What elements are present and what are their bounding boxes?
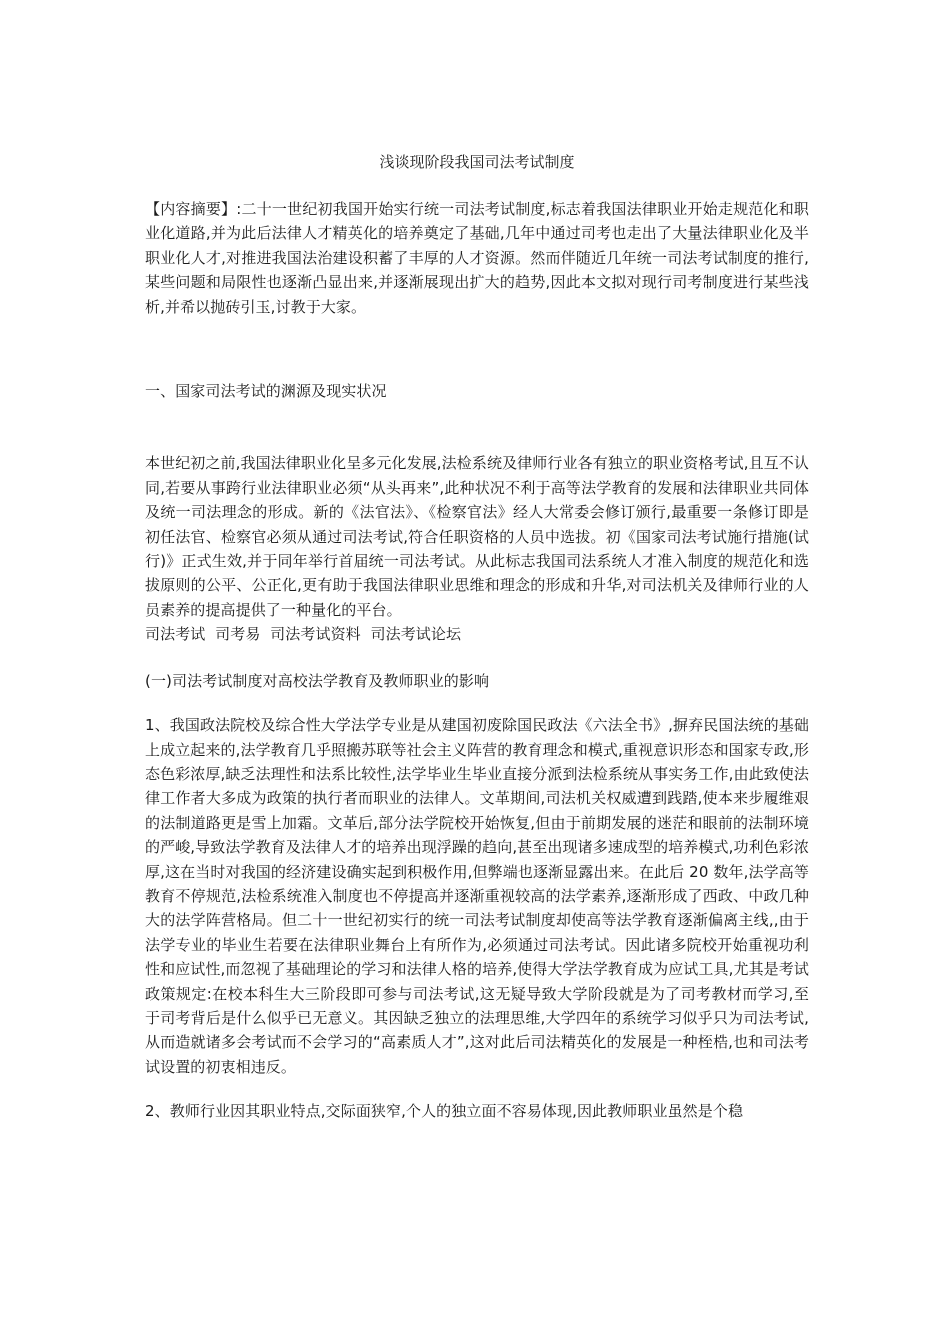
abstract-paragraph: 【内容摘要】:二十一世纪初我国开始实行统一司法考试制度,标志着我国法律职业开始走规范化和职业化道路,并为此后法律人才精英化的培养奠定了基础,几年中通过司考也走出了大量法律职业化及半职业化人才,对推进我国法治建设积蓄了丰厚的人才资源。然而伴随近几年统一司法考试制度的推行,某些问题和局限性也逐渐凸显出来,并逐渐展现出扩大的趋势,因此本文拟对现行司考制度进行某些浅析,并希以抛砖引玉,讨教于大家。 — [145, 200, 809, 316]
spacer — [145, 693, 809, 713]
keywords-line: 司法考试 司考易 司法考试资料 司法考试论坛 — [145, 625, 462, 644]
list-item-2: 2、教师行业因其职业特点,交际面狭窄,个人的独立面不容易体现,因此教师职业虽然是个稳 — [145, 1102, 744, 1121]
section-heading: 一、国家司法考试的渊源及现实状况 — [145, 382, 387, 401]
section-paragraph: 本世纪初之前,我国法律职业化呈多元化发展,法检系统及律师行业各有独立的职业资格考试,且互不认同,若要从事跨行业法律职业必须“从头再来”,此种状况不利于高等法学教育的发展和法律职业共同体及统一司法理念的形成。新的《法官法》、《检察官法》经人大常委会修订颁行,最重要一条修订即是初任法官、检察官必须从通过司法考试,符合任职资格的人员中选拔。初《国家司法考试施行措施(试行)》正式生效,并于同年举行首届统一司法考试。从此标志我国司法系统人才准入制度的规范化和选拔原则的公平、公正化,更有助于我国法律职业思维和理念的形成和升华,对司法机关及律师行业的人员素养的提高提供了一种量化的平台。 — [145, 454, 809, 619]
document-body — [145, 150, 809, 1124]
spacer — [145, 647, 809, 669]
spacer — [145, 319, 809, 379]
spacer — [145, 403, 809, 451]
list-item-1: 1、我国政法院校及综合性大学法学专业是从建国初废除国民政法《六法全书》,摒弃民国法统的基础上成立起来的,法学教育几乎照搬苏联等社会主义阵营的教育理念和模式,重视意识形态和国家专政,形态色彩浓厚,缺乏法理性和法系比较性,法学毕业生毕业直接分派到法检系统从事实务工作,由此致使法律工作者大多成为政策的执行者而职业的法律人。文革期间,司法机关权威遭到践踏,使本来步履维艰的法制道路更是雪上加霜。文革后,部分法学院校开始恢复,但由于前期发展的迷茫和眼前的法制环境的严峻,导致法学教育及法律人才的培养出现浮躁的趋向,甚至出现诸多速成型的培养模式,功利色彩浓厚,这在当时对我国的经济建设确实起到积极作用,但弊端也逐渐显露出来。在此后 20 数年,法学高等教育不停规范,法检系统准入制度也不停提高并逐渐重视较高的法学素养,逐渐形成了西政、中政几种大的法学阵营格局。但二十一世纪初实行的统一司法考试制度却使高等法学教育逐渐偏离主线,,由于法学专业的毕业生若要在法律职业舞台上有所作为,必须通过司法考试。因此诸多院校开始重视功利性和应试性,而忽视了基础理论的学习和法律人格的培养,使得大学法学教育成为应试工具,尤其是考试政策规定:在校本科生大三阶段即可参与司法考试,这无疑导致大学阶段就是为了司考教材而学习,至于司考背后是什么似乎已无意义。其因缺乏独立的法理思维,大学四年的系统学习似乎只为司法考试,从而造就诸多会考试而不会学习的“高素质人才”,这对此后司法精英化的发展是一种桎梏,也和司法考试设置的初衷相违反。 — [145, 716, 809, 1076]
spacer — [145, 1079, 809, 1099]
document-title: 浅谈现阶段我国司法考试制度 — [379, 153, 575, 171]
subsection-heading: (一)司法考试制度对高校法学教育及教师职业的影响 — [145, 671, 490, 690]
